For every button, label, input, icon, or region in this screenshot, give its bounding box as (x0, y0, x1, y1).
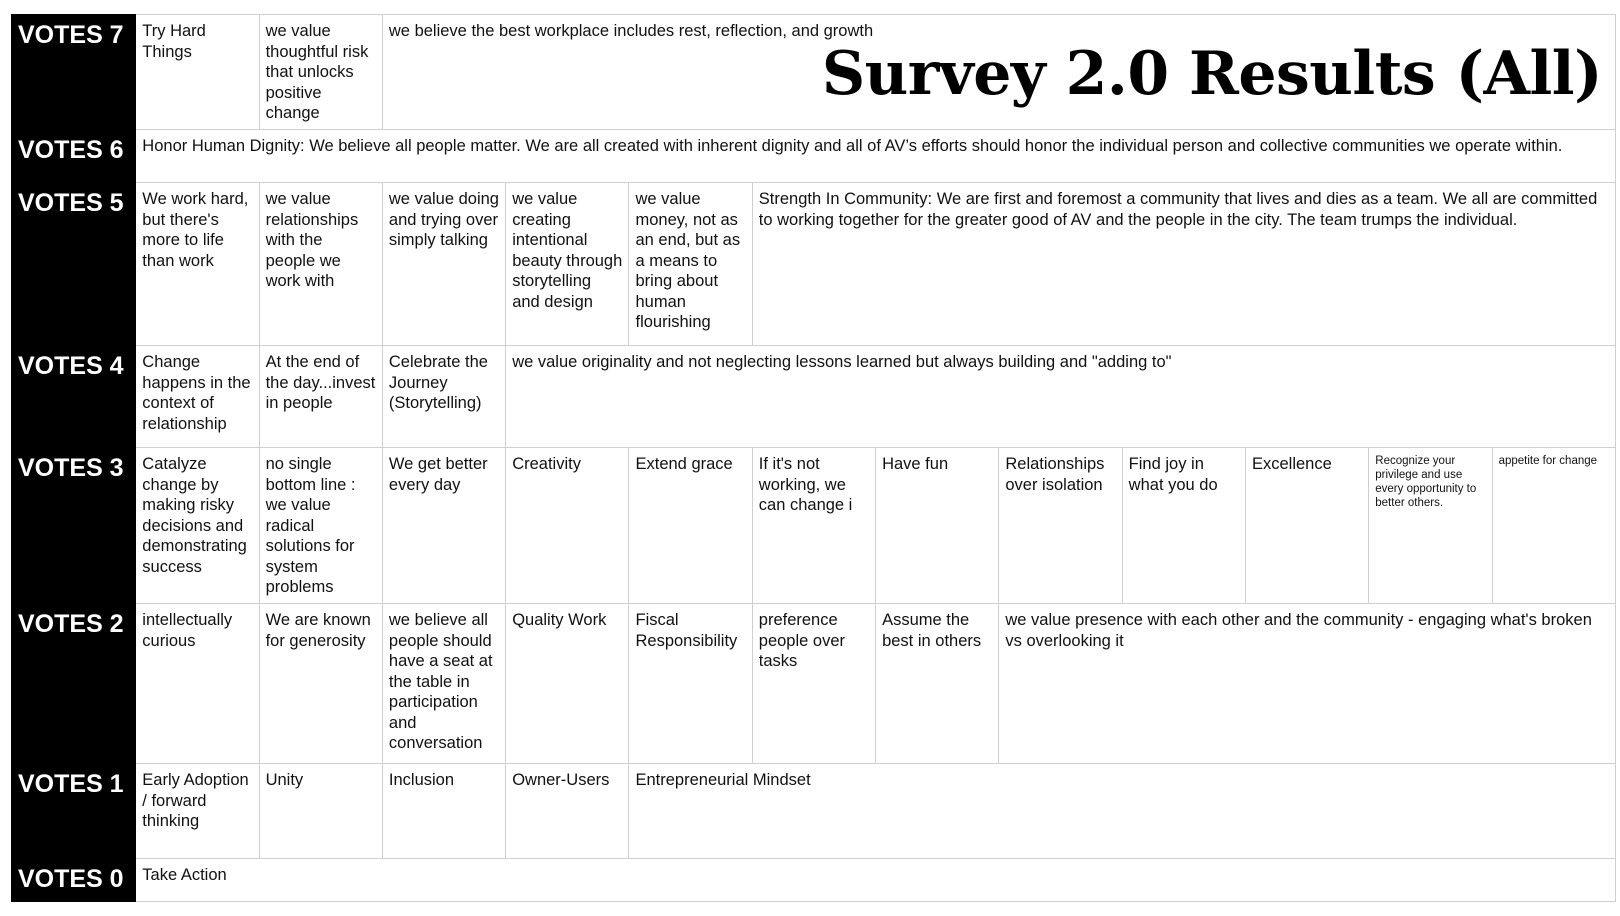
value-cell: Change happens in the context of relationship (136, 346, 259, 448)
value-cell: we value presence with each other and the community - engaging what's broken vs overlooking it (999, 604, 1616, 764)
value-cell: we believe all people should have a seat at the table in participation and conversation (382, 604, 505, 764)
value-cell: appetite for change (1492, 448, 1615, 604)
results-table (11, 14, 1616, 902)
row-label: VOTES 2 (12, 604, 136, 764)
value-cell: We work hard, but there's more to life than work (136, 183, 259, 346)
value-cell: Creativity (506, 448, 629, 604)
row-label: VOTES 7 (12, 15, 136, 130)
votes-1-row (12, 764, 1616, 859)
votes-2-row (12, 604, 1616, 764)
value-cell: intellectually curious (136, 604, 259, 764)
page-title: Survey 2.0 Results (All) (821, 39, 1602, 109)
value-cell: we value creating intentional beauty through storytelling and design (506, 183, 629, 346)
value-cell: Fiscal Responsibility (629, 604, 752, 764)
votes-4-row (12, 346, 1616, 448)
value-cell: Have fun (876, 448, 999, 604)
row-label: VOTES 3 (12, 448, 136, 604)
value-cell: Find joy in what you do (1122, 448, 1245, 604)
value-cell: Entrepreneurial Mindset (629, 764, 1616, 859)
value-cell: we value doing and trying over simply talking (382, 183, 505, 346)
row-label: VOTES 1 (12, 764, 136, 859)
votes-6-row (12, 130, 1616, 183)
value-cell: Recognize your privilege and use every opportunity to better others. (1369, 448, 1492, 604)
value-cell: Honor Human Dignity: We believe all people matter. We are all created with inherent dignity and all of AV’s efforts should honor the individual person and collective communities we operate within. (136, 130, 1616, 183)
row-label: VOTES 0 (12, 859, 136, 902)
value-cell: preference people over tasks (752, 604, 875, 764)
value-cell: We are known for generosity (259, 604, 382, 764)
value-cell: Celebrate the Journey (Storytelling) (382, 346, 505, 448)
value-cell: Assume the best in others (876, 604, 999, 764)
votes-5-row (12, 183, 1616, 346)
row-label: VOTES 4 (12, 346, 136, 448)
value-cell: we value money, not as an end, but as a means to bring about human flourishing (629, 183, 752, 346)
value-cell: Take Action (136, 859, 1616, 902)
value-cell: Extend grace (629, 448, 752, 604)
value-cell: Early Adoption / forward thinking (136, 764, 259, 859)
value-cell: Try Hard Things (136, 15, 259, 130)
value-cell: we value originality and not neglecting lessons learned but always building and "adding to" (506, 346, 1616, 448)
votes-3-row (12, 448, 1616, 604)
value-cell: If it's not working, we can change i (752, 448, 875, 604)
value-cell: Strength In Community: We are first and foremost a community that lives and dies as a team. We all are committed to working together for the greater good of AV and the people in the city. The team trumps the individual. (752, 183, 1615, 346)
votes-0-row (12, 859, 1616, 902)
value-cell: we value thoughtful risk that unlocks positive change (259, 15, 382, 130)
value-cell: Quality Work (506, 604, 629, 764)
value-cell: Inclusion (382, 764, 505, 859)
value-cell: We get better every day (382, 448, 505, 604)
row-label: VOTES 5 (12, 183, 136, 346)
value-cell: Unity (259, 764, 382, 859)
value-cell: At the end of the day...invest in people (259, 346, 382, 448)
value-cell: we believe the best workplace includes rest, reflection, and growth (382, 15, 1615, 130)
value-cell: we value relationships with the people we work with (259, 183, 382, 346)
value-cell: Excellence (1245, 448, 1368, 604)
value-cell: Catalyze change by making risky decisions and demonstrating success (136, 448, 259, 604)
value-cell: no single bottom line : we value radical solutions for system problems (259, 448, 382, 604)
value-cell: Owner-Users (506, 764, 629, 859)
value-cell: Relationships over isolation (999, 448, 1122, 604)
row-label: VOTES 6 (12, 130, 136, 183)
